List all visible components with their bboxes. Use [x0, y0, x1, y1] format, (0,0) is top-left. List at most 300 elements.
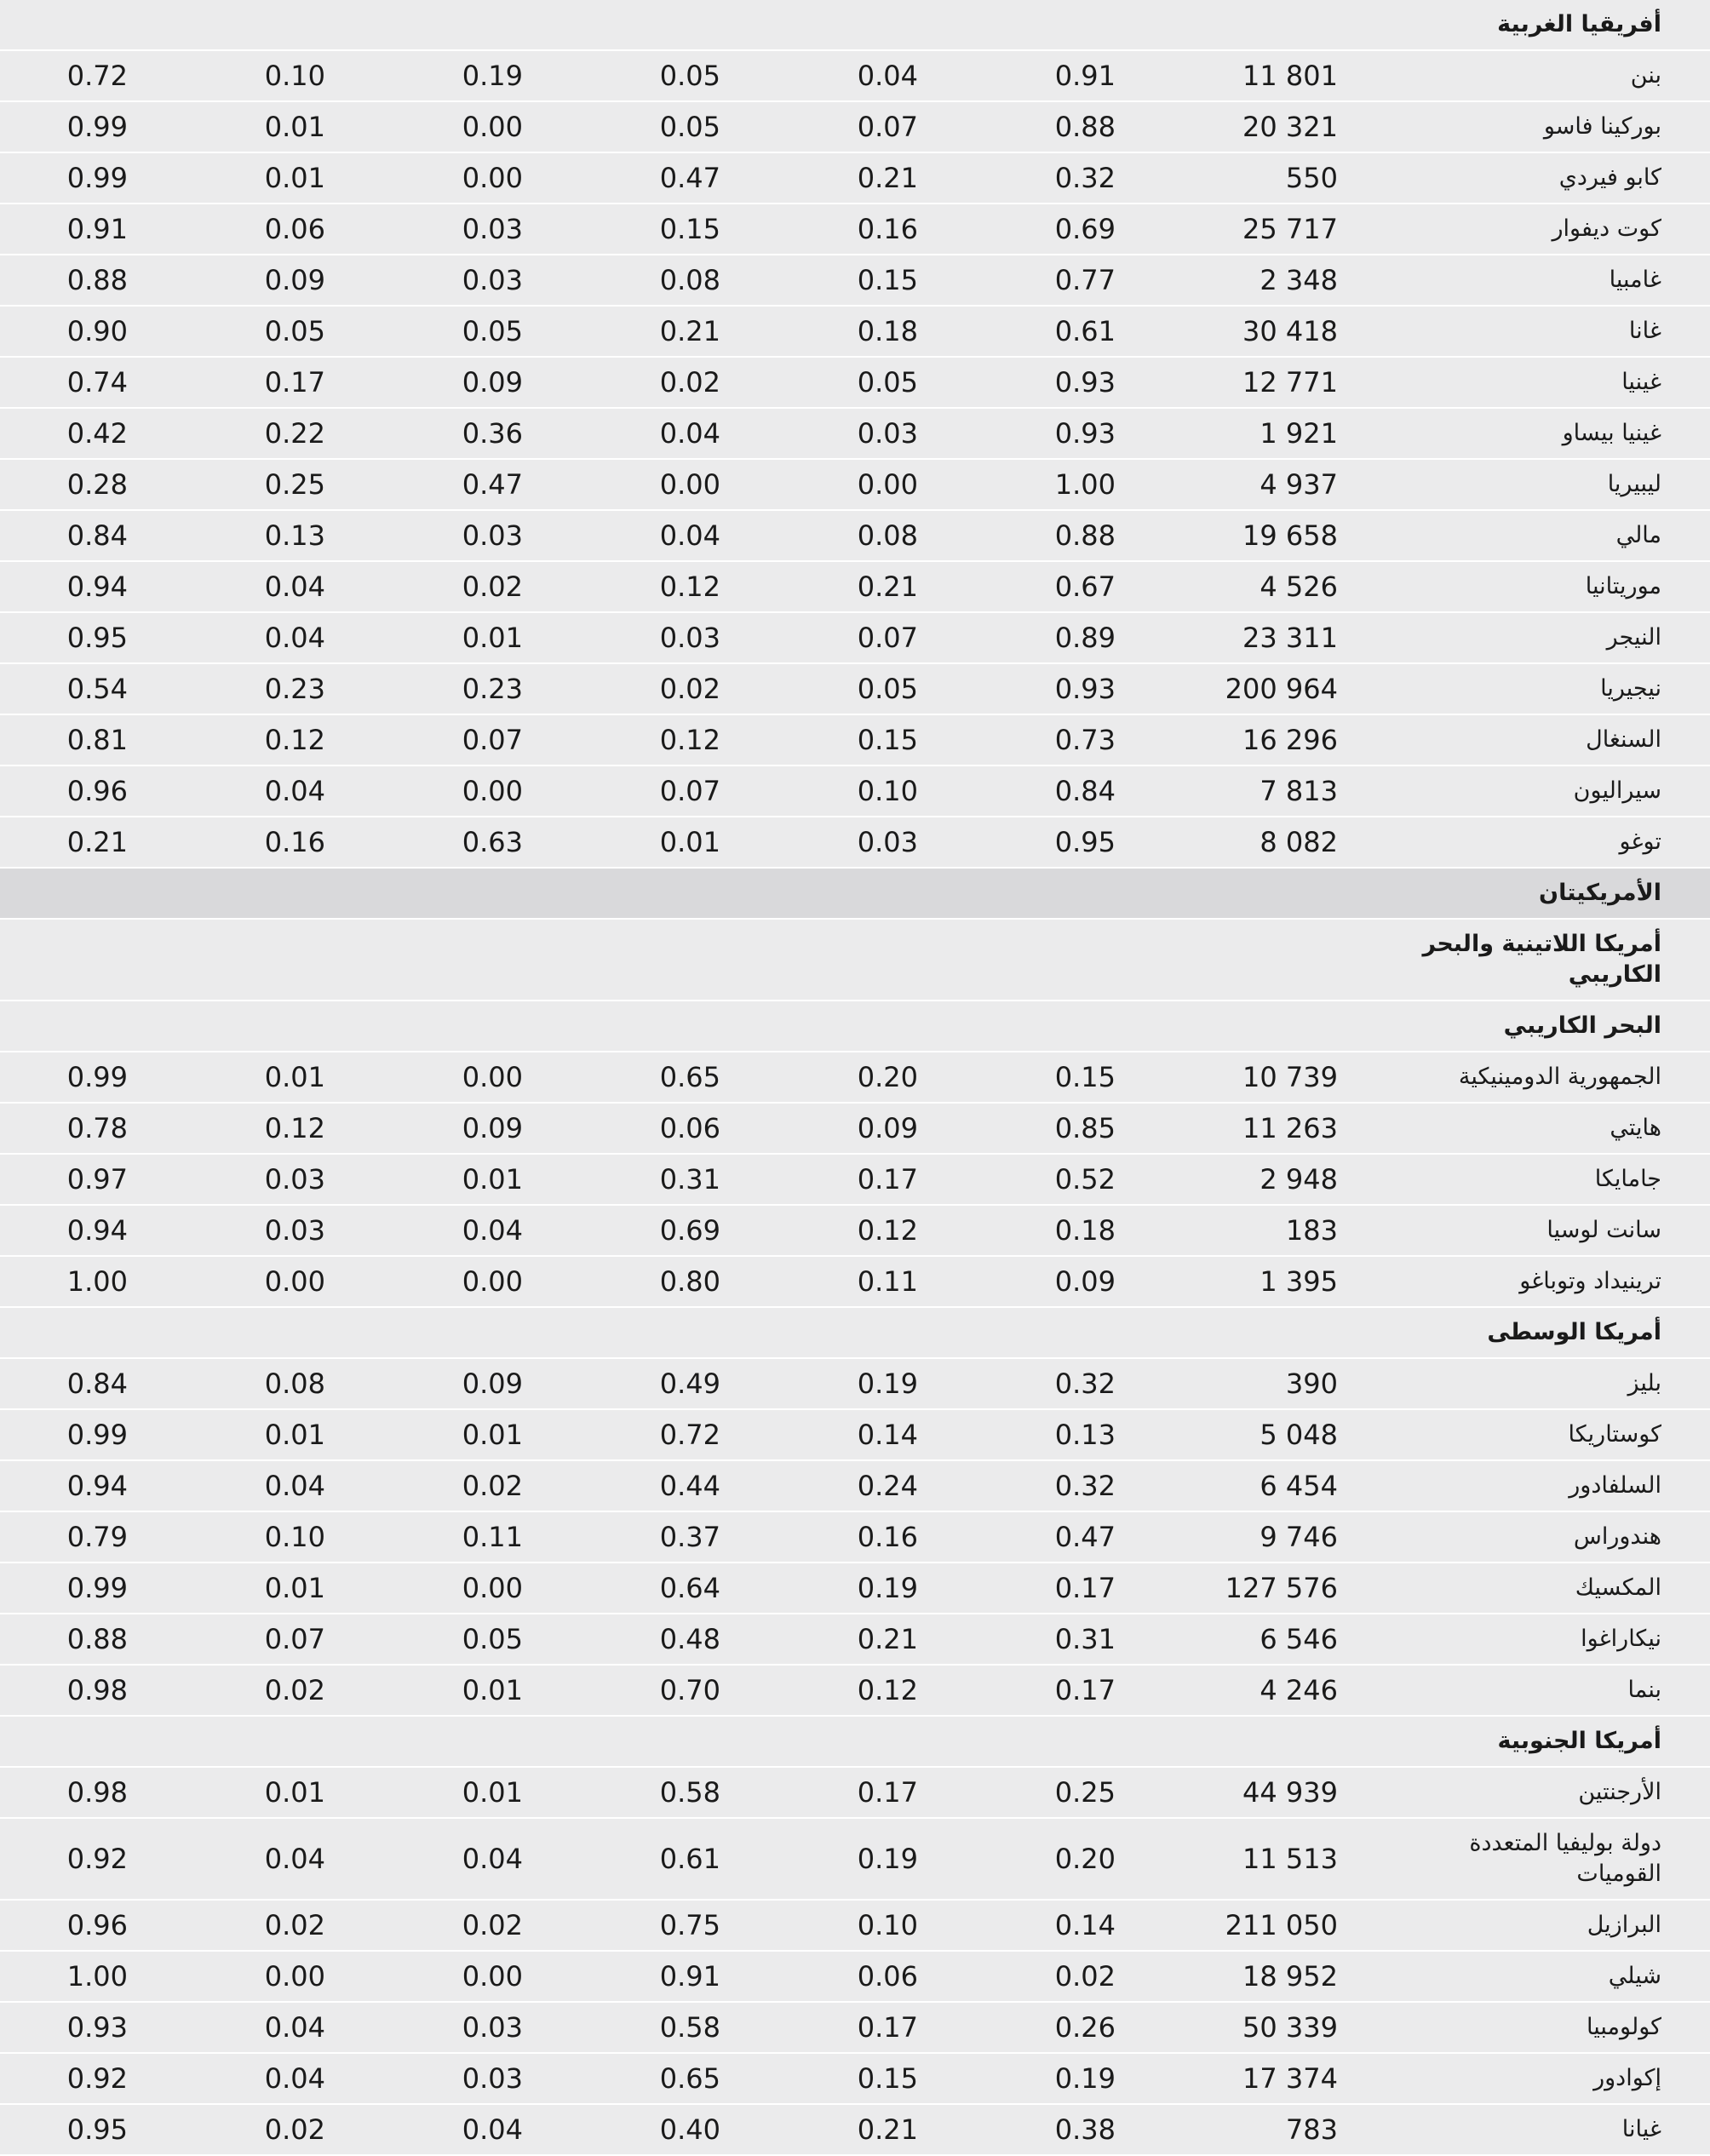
table-row — [0, 562, 1710, 613]
value-cell: 0.80 — [659, 1265, 720, 1298]
value-cell: 0.32 — [1054, 1470, 1116, 1502]
country-name: هايتي — [1610, 1115, 1661, 1141]
value-cell: 0.93 — [1054, 673, 1116, 705]
table-row — [0, 1410, 1710, 1461]
value-cell: 0.93 — [66, 2011, 128, 2044]
value-cell: 0.73 — [1054, 724, 1116, 756]
country-name: كوستاريكا — [1568, 1421, 1661, 1448]
value-cell: 0.47 — [1054, 1521, 1116, 1553]
value-cell: 0.88 — [1054, 519, 1116, 552]
value-cell: 0.67 — [1054, 571, 1116, 603]
value-cell: 0.17 — [857, 2011, 918, 2044]
value-cell: 0.17 — [857, 1163, 918, 1196]
value-cell: 0.18 — [1054, 1214, 1116, 1247]
value-cell: 0.01 — [462, 1776, 523, 1809]
country-name: موريتانيا — [1585, 573, 1661, 599]
value-cell: 0.02 — [264, 1909, 325, 1941]
country-name: بوركينا فاسو — [1543, 113, 1661, 140]
value-cell: 0.42 — [66, 417, 128, 450]
table-row — [0, 817, 1710, 869]
value-cell: 0.00 — [462, 111, 523, 143]
value-cell: 0.09 — [857, 1112, 918, 1144]
value-cell: 0.00 — [857, 468, 918, 501]
value-cell: 0.05 — [857, 673, 918, 705]
value-cell: 0.01 — [264, 162, 325, 194]
value-cell: 0.03 — [659, 622, 720, 654]
value-cell: 0.04 — [462, 2113, 523, 2146]
value-cell: 0.05 — [462, 315, 523, 347]
value-cell: 0.02 — [264, 2113, 325, 2146]
value-cell: 0.00 — [462, 1265, 523, 1298]
value-cell: 0.12 — [659, 724, 720, 756]
value-cell: 0.92 — [66, 1843, 128, 1875]
value-cell: 0.93 — [1054, 366, 1116, 399]
value-cell: 0.01 — [264, 1776, 325, 1809]
value-cell: 0.04 — [264, 2011, 325, 2044]
table-row — [0, 255, 1710, 307]
table-row — [0, 613, 1710, 664]
value-cell: 0.95 — [66, 622, 128, 654]
value-cell: 0.00 — [462, 162, 523, 194]
value-cell: 0.20 — [1054, 1843, 1116, 1875]
value-cell: 0.24 — [857, 1470, 918, 1502]
country-name: إكوادور — [1593, 2065, 1661, 2091]
country-name: نيكاراغوا — [1581, 1626, 1661, 1652]
country-name: غينيا — [1621, 369, 1661, 395]
table-row — [0, 51, 1710, 102]
group-header-row — [0, 0, 1710, 51]
population-cell: 1 395 — [1260, 1265, 1338, 1298]
table-row — [0, 153, 1710, 204]
value-cell: 0.17 — [857, 1776, 918, 1809]
value-cell: 0.07 — [659, 775, 720, 807]
population-cell: 18 952 — [1242, 1960, 1338, 1993]
value-cell: 0.31 — [1054, 1623, 1116, 1655]
value-cell: 0.26 — [1054, 2011, 1116, 2044]
value-cell: 0.21 — [857, 1623, 918, 1655]
value-cell: 0.09 — [462, 366, 523, 399]
table-row — [0, 1257, 1710, 1308]
value-cell: 1.00 — [66, 1960, 128, 1993]
table-row — [0, 1901, 1710, 1952]
value-cell: 0.03 — [462, 2011, 523, 2044]
value-cell: 0.72 — [66, 60, 128, 92]
country-name: سانت لوسيا — [1546, 1217, 1661, 1243]
table-row — [0, 1461, 1710, 1512]
value-cell: 0.99 — [66, 1419, 128, 1451]
population-cell: 19 658 — [1242, 519, 1338, 552]
country-name: نيجيريا — [1600, 675, 1661, 702]
value-cell: 0.85 — [1054, 1112, 1116, 1144]
value-cell: 0.58 — [659, 1776, 720, 1809]
value-cell: 0.09 — [462, 1368, 523, 1400]
value-cell: 0.19 — [462, 60, 523, 92]
population-cell: 6 454 — [1260, 1470, 1338, 1502]
value-cell: 0.79 — [66, 1521, 128, 1553]
value-cell: 0.40 — [659, 2113, 720, 2146]
value-cell: 0.02 — [462, 1470, 523, 1502]
value-cell: 0.54 — [66, 673, 128, 705]
group-header-row — [0, 1717, 1710, 1768]
group-label: أمريكا اللاتينية والبحر الكاريبي — [1422, 931, 1661, 988]
value-cell: 0.02 — [462, 1909, 523, 1941]
value-cell: 0.48 — [659, 1623, 720, 1655]
value-cell: 0.03 — [462, 264, 523, 296]
table-row — [0, 204, 1710, 255]
value-cell: 0.07 — [264, 1623, 325, 1655]
value-cell: 0.13 — [1054, 1419, 1116, 1451]
value-cell: 0.77 — [1054, 264, 1116, 296]
population-cell: 2 348 — [1260, 264, 1338, 296]
value-cell: 0.00 — [462, 1960, 523, 1993]
value-cell: 0.03 — [264, 1163, 325, 1196]
value-cell: 0.08 — [857, 519, 918, 552]
value-cell: 0.02 — [659, 673, 720, 705]
table-row — [0, 2054, 1710, 2105]
population-cell: 4 937 — [1260, 468, 1338, 501]
value-cell: 0.04 — [659, 519, 720, 552]
table-row — [0, 460, 1710, 511]
value-cell: 0.25 — [264, 468, 325, 501]
value-cell: 0.21 — [66, 826, 128, 858]
value-cell: 0.61 — [1054, 315, 1116, 347]
value-cell: 0.12 — [659, 571, 720, 603]
country-name: سيراليون — [1573, 777, 1661, 804]
value-cell: 0.01 — [264, 1572, 325, 1604]
value-cell: 0.02 — [1054, 1960, 1116, 1993]
value-cell: 0.52 — [1054, 1163, 1116, 1196]
value-cell: 0.04 — [264, 1843, 325, 1875]
value-cell: 0.98 — [66, 1776, 128, 1809]
value-cell: 0.17 — [1054, 1674, 1116, 1706]
population-cell: 50 339 — [1242, 2011, 1338, 2044]
value-cell: 0.65 — [659, 1061, 720, 1093]
value-cell: 0.91 — [66, 213, 128, 245]
group-header-row — [0, 1308, 1710, 1359]
value-cell: 0.12 — [857, 1214, 918, 1247]
table-row — [0, 1614, 1710, 1666]
value-cell: 0.04 — [264, 622, 325, 654]
table-row — [0, 1952, 1710, 2003]
population-cell: 2 948 — [1260, 1163, 1338, 1196]
value-cell: 0.07 — [462, 724, 523, 756]
value-cell: 0.99 — [66, 111, 128, 143]
value-cell: 0.72 — [659, 1419, 720, 1451]
group-header-row — [0, 1001, 1710, 1052]
value-cell: 0.78 — [66, 1112, 128, 1144]
value-cell: 0.03 — [857, 417, 918, 450]
value-cell: 0.09 — [1054, 1265, 1116, 1298]
value-cell: 0.04 — [462, 1214, 523, 1247]
population-cell: 550 — [1285, 162, 1338, 194]
value-cell: 0.04 — [264, 775, 325, 807]
value-cell: 0.10 — [857, 1909, 918, 1941]
country-name: شيلي — [1608, 1963, 1661, 1989]
population-cell: 9 746 — [1260, 1521, 1338, 1553]
population-cell: 10 739 — [1242, 1061, 1338, 1093]
value-cell: 0.05 — [462, 1623, 523, 1655]
table-row — [0, 664, 1710, 715]
group-label: البحر الكاريبي — [1503, 1012, 1661, 1039]
region-header-row — [0, 869, 1710, 920]
value-cell: 0.04 — [462, 1843, 523, 1875]
population-cell: 7 813 — [1260, 775, 1338, 807]
value-cell: 0.02 — [462, 571, 523, 603]
value-cell: 0.32 — [1054, 162, 1116, 194]
value-cell: 0.75 — [659, 1909, 720, 1941]
value-cell: 0.61 — [659, 1843, 720, 1875]
table-row — [0, 1666, 1710, 1717]
country-name: كولومبيا — [1587, 2014, 1661, 2040]
table-row — [0, 102, 1710, 153]
value-cell: 0.70 — [659, 1674, 720, 1706]
country-name: ترينيداد وتوباغو — [1519, 1268, 1661, 1294]
table-row — [0, 766, 1710, 817]
value-cell: 0.28 — [66, 468, 128, 501]
table-row — [0, 1359, 1710, 1410]
value-cell: 0.10 — [264, 1521, 325, 1553]
table-row — [0, 1819, 1710, 1901]
value-cell: 0.15 — [857, 724, 918, 756]
population-cell: 211 050 — [1225, 1909, 1338, 1941]
population-cell: 30 418 — [1242, 315, 1338, 347]
value-cell: 0.21 — [857, 2113, 918, 2146]
value-cell: 0.22 — [264, 417, 325, 450]
population-cell: 6 546 — [1260, 1623, 1338, 1655]
value-cell: 0.10 — [857, 775, 918, 807]
value-cell: 0.09 — [264, 264, 325, 296]
value-cell: 0.93 — [1054, 417, 1116, 450]
value-cell: 0.03 — [264, 1214, 325, 1247]
value-cell: 0.58 — [659, 2011, 720, 2044]
value-cell: 0.23 — [264, 673, 325, 705]
value-cell: 0.47 — [659, 162, 720, 194]
value-cell: 0.06 — [659, 1112, 720, 1144]
value-cell: 0.47 — [462, 468, 523, 501]
value-cell: 0.06 — [264, 213, 325, 245]
population-cell: 127 576 — [1225, 1572, 1338, 1604]
table-row — [0, 1563, 1710, 1614]
value-cell: 0.94 — [66, 1470, 128, 1502]
value-cell: 0.74 — [66, 366, 128, 399]
value-cell: 0.17 — [1054, 1572, 1116, 1604]
value-cell: 0.16 — [857, 1521, 918, 1553]
value-cell: 0.03 — [857, 826, 918, 858]
value-cell: 0.04 — [264, 2062, 325, 2095]
population-cell: 16 296 — [1242, 724, 1338, 756]
value-cell: 0.96 — [66, 1909, 128, 1941]
table-row — [0, 1052, 1710, 1104]
value-cell: 0.84 — [1054, 775, 1116, 807]
population-cell: 4 246 — [1260, 1674, 1338, 1706]
value-cell: 0.03 — [462, 213, 523, 245]
value-cell: 0.91 — [659, 1960, 720, 1993]
value-cell: 0.15 — [659, 213, 720, 245]
value-cell: 0.88 — [1054, 111, 1116, 143]
value-cell: 0.19 — [1054, 2062, 1116, 2095]
value-cell: 0.23 — [462, 673, 523, 705]
table-row — [0, 358, 1710, 409]
table-row — [0, 1206, 1710, 1257]
population-cell: 183 — [1285, 1214, 1338, 1247]
country-name: غامبيا — [1609, 267, 1661, 293]
value-cell: 0.91 — [1054, 60, 1116, 92]
value-cell: 0.88 — [66, 264, 128, 296]
value-cell: 0.15 — [1054, 1061, 1116, 1093]
value-cell: 0.01 — [462, 1674, 523, 1706]
population-cell: 44 939 — [1242, 1776, 1338, 1809]
value-cell: 0.14 — [857, 1419, 918, 1451]
value-cell: 0.01 — [462, 1163, 523, 1196]
table-row — [0, 511, 1710, 562]
country-name: البرازيل — [1587, 1912, 1661, 1938]
country-name: المكسيك — [1575, 1574, 1661, 1601]
value-cell: 0.38 — [1054, 2113, 1116, 2146]
population-cell: 11 263 — [1242, 1112, 1338, 1144]
population-cell: 1 921 — [1260, 417, 1338, 450]
value-cell: 0.65 — [659, 2062, 720, 2095]
value-cell: 0.19 — [857, 1368, 918, 1400]
value-cell: 0.69 — [1054, 213, 1116, 245]
country-name: توغو — [1619, 829, 1661, 855]
country-name: غيانا — [1621, 2116, 1661, 2142]
value-cell: 0.69 — [659, 1214, 720, 1247]
value-cell: 0.14 — [1054, 1909, 1116, 1941]
value-cell: 1.00 — [66, 1265, 128, 1298]
population-cell: 23 311 — [1242, 622, 1338, 654]
value-cell: 0.10 — [264, 60, 325, 92]
value-cell: 0.01 — [264, 1061, 325, 1093]
value-cell: 0.63 — [462, 826, 523, 858]
table-row — [0, 1512, 1710, 1563]
value-cell: 0.84 — [66, 519, 128, 552]
value-cell: 0.00 — [462, 1572, 523, 1604]
value-cell: 0.31 — [659, 1163, 720, 1196]
value-cell: 0.12 — [264, 724, 325, 756]
value-cell: 0.04 — [857, 60, 918, 92]
value-cell: 0.11 — [462, 1521, 523, 1553]
value-cell: 0.00 — [462, 1061, 523, 1093]
value-cell: 0.04 — [264, 1470, 325, 1502]
value-cell: 0.02 — [264, 1674, 325, 1706]
country-name: جامايكا — [1594, 1166, 1661, 1192]
value-cell: 0.01 — [462, 1419, 523, 1451]
country-name: النيجر — [1606, 624, 1661, 651]
country-name: هندوراس — [1573, 1523, 1661, 1550]
value-cell: 0.09 — [462, 1112, 523, 1144]
value-cell: 0.05 — [264, 315, 325, 347]
value-cell: 0.49 — [659, 1368, 720, 1400]
value-cell: 0.16 — [857, 213, 918, 245]
value-cell: 0.89 — [1054, 622, 1116, 654]
country-name: مالي — [1615, 522, 1661, 548]
value-cell: 0.44 — [659, 1470, 720, 1502]
country-name: ليبيريا — [1607, 471, 1661, 497]
value-cell: 0.12 — [264, 1112, 325, 1144]
value-cell: 0.36 — [462, 417, 523, 450]
value-cell: 0.02 — [659, 366, 720, 399]
value-cell: 0.64 — [659, 1572, 720, 1604]
value-cell: 0.84 — [66, 1368, 128, 1400]
value-cell: 0.88 — [66, 1623, 128, 1655]
value-cell: 0.32 — [1054, 1368, 1116, 1400]
value-cell: 0.90 — [66, 315, 128, 347]
value-cell: 0.15 — [857, 2062, 918, 2095]
population-cell: 11 513 — [1242, 1843, 1338, 1875]
value-cell: 0.99 — [66, 1061, 128, 1093]
country-name: دولة بوليفيا المتعددة القوميات — [1469, 1830, 1661, 1887]
value-cell: 0.07 — [857, 111, 918, 143]
value-cell: 0.01 — [659, 826, 720, 858]
country-name: كابو فيردي — [1558, 164, 1661, 191]
country-name: بنن — [1630, 62, 1661, 89]
value-cell: 0.04 — [659, 417, 720, 450]
value-cell: 0.94 — [66, 571, 128, 603]
group-label: أمريكا الوسطى — [1487, 1319, 1661, 1345]
value-cell: 0.95 — [1054, 826, 1116, 858]
value-cell: 0.17 — [264, 366, 325, 399]
value-cell: 0.11 — [857, 1265, 918, 1298]
table-row — [0, 409, 1710, 460]
table-row — [0, 715, 1710, 766]
value-cell: 0.01 — [264, 111, 325, 143]
value-cell: 0.04 — [264, 571, 325, 603]
population-cell: 783 — [1285, 2113, 1338, 2146]
value-cell: 0.01 — [462, 622, 523, 654]
value-cell: 0.21 — [659, 315, 720, 347]
country-name: الأرجنتين — [1578, 1779, 1661, 1805]
country-name: غانا — [1628, 318, 1661, 344]
value-cell: 0.21 — [857, 162, 918, 194]
value-cell: 0.16 — [264, 826, 325, 858]
table-row — [0, 1104, 1710, 1155]
value-cell: 0.07 — [857, 622, 918, 654]
country-name: بنما — [1627, 1677, 1661, 1703]
country-name: غينيا بيساو — [1562, 420, 1661, 446]
population-cell: 390 — [1285, 1368, 1338, 1400]
value-cell: 0.08 — [659, 264, 720, 296]
value-cell: 0.19 — [857, 1843, 918, 1875]
group-header-row — [0, 920, 1710, 1001]
value-cell: 0.81 — [66, 724, 128, 756]
population-cell: 12 771 — [1242, 366, 1338, 399]
population-cell: 5 048 — [1260, 1419, 1338, 1451]
table-row — [0, 2003, 1710, 2054]
population-cell: 17 374 — [1242, 2062, 1338, 2095]
table-row — [0, 1155, 1710, 1206]
region-label: الأمريكيتان — [1539, 880, 1661, 906]
value-cell: 0.15 — [857, 264, 918, 296]
value-cell: 0.03 — [462, 2062, 523, 2095]
population-cell: 200 964 — [1225, 673, 1338, 705]
value-cell: 0.01 — [264, 1419, 325, 1451]
country-name: السنغال — [1586, 726, 1661, 753]
population-cell: 4 526 — [1260, 571, 1338, 603]
population-cell: 8 082 — [1260, 826, 1338, 858]
value-cell: 0.19 — [857, 1572, 918, 1604]
value-cell: 0.99 — [66, 1572, 128, 1604]
value-cell: 0.96 — [66, 775, 128, 807]
value-cell: 0.00 — [264, 1265, 325, 1298]
value-cell: 0.92 — [66, 2062, 128, 2095]
country-name: الجمهورية الدومينيكية — [1458, 1064, 1661, 1090]
population-cell: 20 321 — [1242, 111, 1338, 143]
group-label: أمريكا الجنوبية — [1497, 1728, 1661, 1754]
value-cell: 0.05 — [857, 366, 918, 399]
value-cell: 0.95 — [66, 2113, 128, 2146]
value-cell: 0.00 — [264, 1960, 325, 1993]
country-name: السلفادور — [1569, 1472, 1661, 1499]
